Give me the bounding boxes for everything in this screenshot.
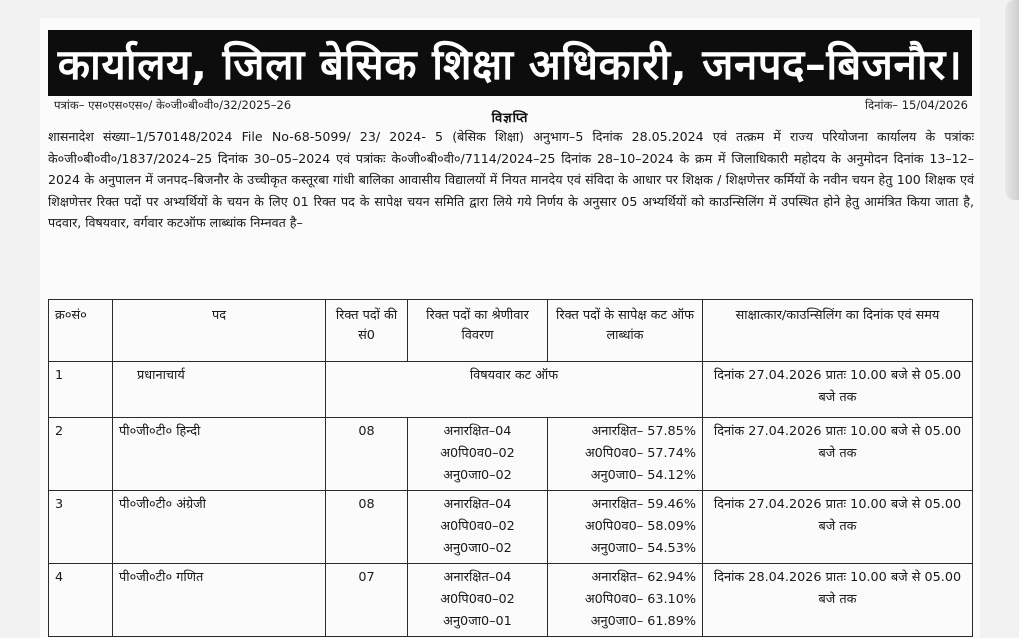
cell-vacancies: 08 [326,491,408,564]
cell-sno: 1 [49,362,113,418]
cell-sno: 4 [49,564,113,637]
header-vacancies: रिक्त पदों की सं0 [326,300,408,362]
header-sno: क्र०सं० [49,300,113,362]
cell-vacancies: 08 [326,418,408,491]
cell-cutoff [548,564,703,637]
cutoff-item: अनु0जा0– 54.12% [590,468,696,483]
cutoff-item: अनारक्षित– 57.85% [591,424,696,439]
table-header-row [49,300,973,362]
category-item: अ0पि0व0–02 [440,592,515,607]
category-item: अनु0जा0–02 [443,468,512,483]
category-item: अनु0जा0–01 [443,614,512,629]
cutoff-item: अ0पि0व0– 58.09% [584,519,696,534]
cell-interview-date: दिनांक 28.04.2026 प्रातः 10.00 बजे से 05.00 बजे तक [703,564,973,637]
category-item: अनु0जा0–02 [443,541,512,556]
cell-interview-date: दिनांक 27.04.2026 प्रातः 10.00 बजे से 05.00 बजे तक [703,362,973,418]
cutoff-item: अ0पि0व0– 57.74% [584,446,696,461]
cutoff-item: अ0पि0व0– 63.10% [584,592,696,607]
cell-post: पी०जी०टी० गणित [113,564,326,637]
notice-title: विज्ञप्ति [491,111,529,126]
cell-vacancies: 07 [326,564,408,637]
category-item: अनारक्षित–04 [443,497,512,512]
table-row [49,564,973,637]
header-post: पद [113,300,326,362]
notice-paragraph: शासनादेश संख्या–1/570148/2024 File No-68-5099/ 23/ 2024- 5 (बेसिक शिक्षा) अनुभाग–5 दिनांक 28.05.2024 एवं तत्क्रम में राज्य परियोजना कार्यालय के पत्रांकः के०जी०बी०वी०/1837/2024–25 दिनांक 30–05–2024 एवं पत्रांकः के०जी०बी०वी०/7114/2024–25 दिनांक 28–10–2024 के क्रम में जिलाधिकारी महोदय के अनुमोदन दिनांक 13–12–2024 के अनुपालन में जनपद–बिजनौर के उच्चीकृत कस्तूरबा गांधी बालिका आवासीय विद्यालयों में नियत मानदेय एवं संविदा के आधार पर शिक्षक / शिक्षणेत्तर कर्मियों के नवीन चयन हेतु 100 शिक्षक एवं शिक्षणेत्तर रिक्त पदों पर अभ्यर्थियों के चयन के लिए 01 रिक्त पद के सापेक्ष चयन समिति द्वारा लिये गये निर्णय के अनुसार 05 अभ्यर्थियों को काउन्सिलिंग में उपस्थित होने हेतु आमंत्रित किया जाता है, पदवार, विषयवार, वर्गवार कटऑफ लाब्धांक निम्नवत है– [48,129,974,231]
category-item: अ0पि0व0–02 [440,446,515,461]
cell-cutoff [548,418,703,491]
cell-cutoff [548,491,703,564]
table-row [49,491,973,564]
letter-date: दिनांक– 15/04/2026 [865,98,968,112]
cell-subject-cutoff: विषयवार कट ऑफ [326,362,703,418]
category-item: अ0पि0व0–02 [440,519,515,534]
cell-interview-date: दिनांक 27.04.2026 प्रातः 10.00 बजे से 05.00 बजे तक [703,418,973,491]
cutoff-item: अनु0जा0– 54.53% [590,541,696,556]
cell-post: पी०जी०टी० हिन्दी [113,418,326,491]
category-item: अनारक्षित–04 [443,424,512,439]
cutoff-table [48,299,973,637]
cell-category [408,418,548,491]
notice-page [40,18,980,638]
category-item: अनारक्षित–04 [443,570,512,585]
header-cutoff: रिक्त पदों के सापेक्ष कट ऑफ लाब्धांक [548,300,703,362]
letter-reference: पत्रांक– एस०एस०एस०/ के०जी०बी०वी०/32/2025–26 [54,98,292,112]
scroll-edge [1005,0,1019,200]
cell-category [408,491,548,564]
table-row [49,362,973,418]
cell-category [408,564,548,637]
table-row [49,418,973,491]
header-interview: साक्षात्कार/काउन्सिलिंग का दिनांक एवं समय [703,300,973,362]
cell-sno: 2 [49,418,113,491]
cutoff-item: अनारक्षित– 59.46% [591,497,696,512]
cutoff-item: अनारक्षित– 62.94% [591,570,696,585]
office-title-banner: कार्यालय, जिला बेसिक शिक्षा अधिकारी, जनपद–बिजनौर। [48,30,972,96]
cell-interview-date: दिनांक 27.04.2026 प्रातः 10.00 बजे से 05.00 बजे तक [703,491,973,564]
header-category: रिक्त पदों का श्रेणीवार विवरण [408,300,548,362]
cell-sno: 3 [49,491,113,564]
cutoff-item: अनु0जा0– 61.89% [590,614,696,629]
cell-post: प्रधानाचार्य [113,362,326,418]
cell-post: पी०जी०टी० अंग्रेजी [113,491,326,564]
